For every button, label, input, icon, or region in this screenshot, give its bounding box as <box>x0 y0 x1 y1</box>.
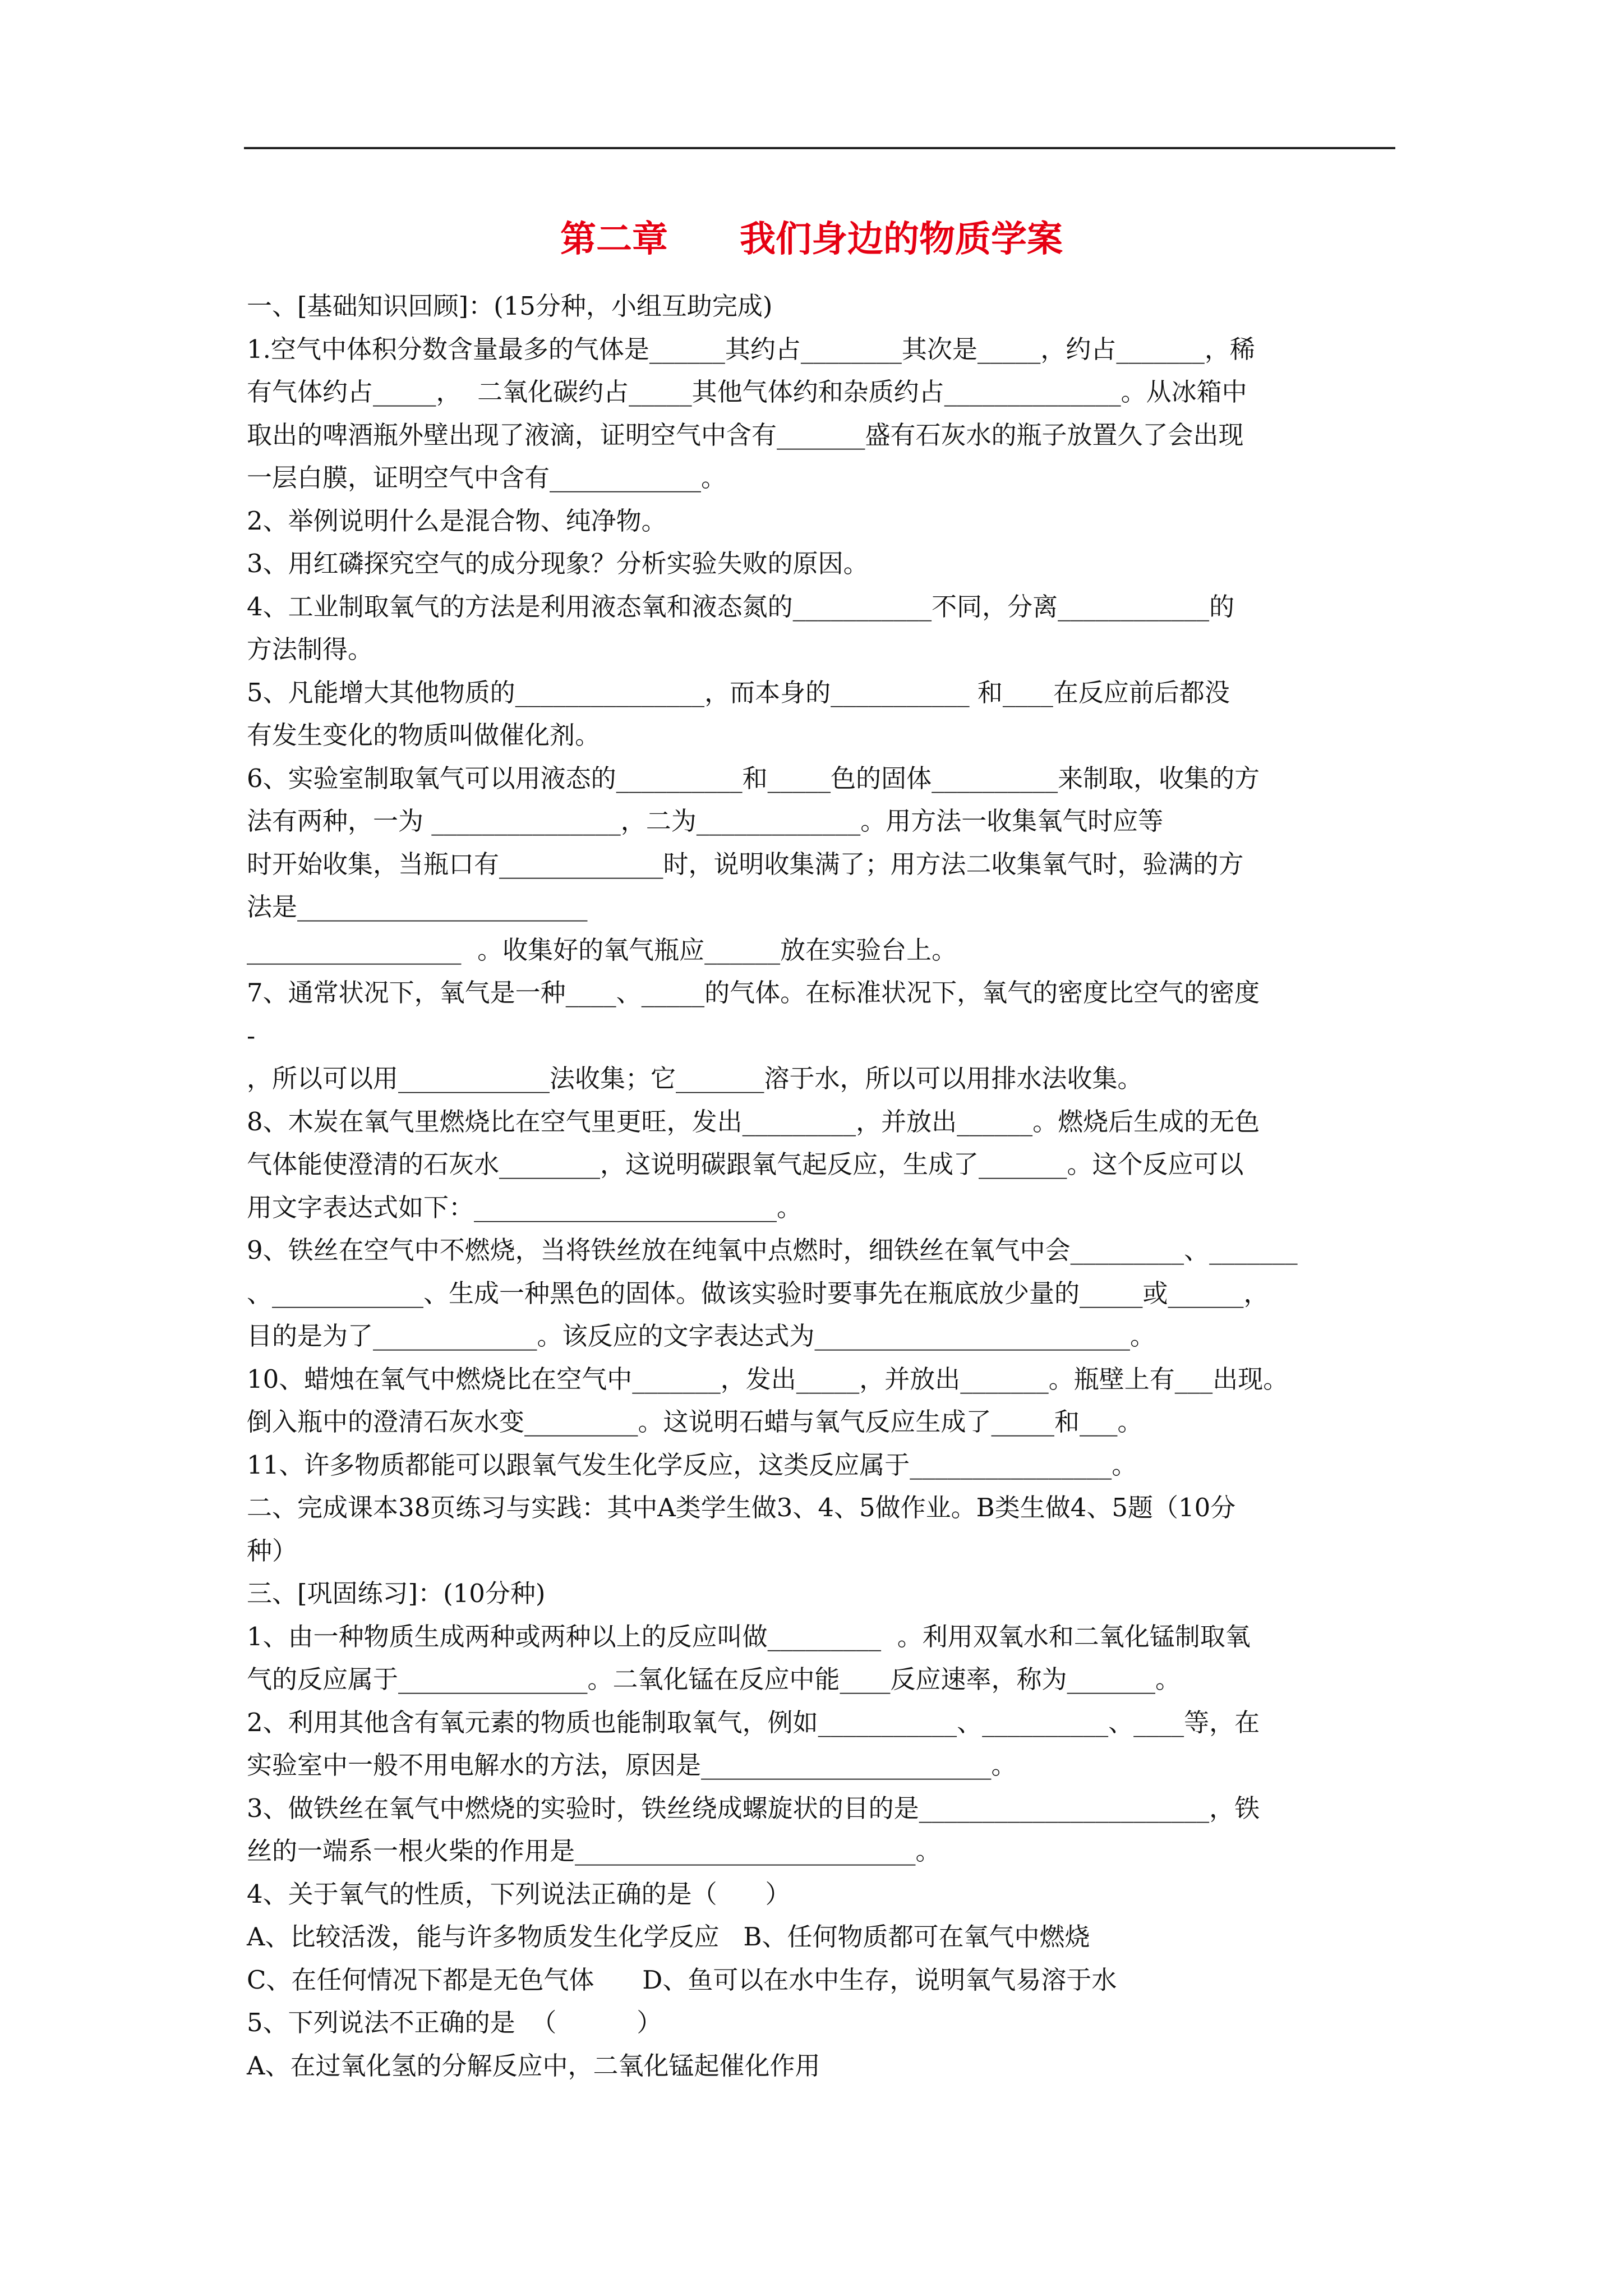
text-line: A、在过氧化氢的分解反应中，二氧化锰起催化作用 <box>247 2050 820 2081</box>
text-line: 丝的一端系一根火柴的作用是___________________________。 <box>247 1836 941 1866</box>
text-line: A、比较活泼，能与许多物质发生化学反应 B、任何物质都可在氧气中燃烧 <box>247 1922 1090 1952</box>
text-line: 一层白膜，证明空气中含有____________。 <box>247 463 727 493</box>
text-line: 、____________、生成一种黑色的固体。做该实验时要事先在瓶底放少量的_____或______， <box>247 1278 1269 1308</box>
text-line: 气的反应属于_______________。二氧化锰在反应中能____反应速率，称为_______。 <box>247 1664 1181 1694</box>
text-line: 4、关于氧气的性质，下列说法正确的是（ ） <box>247 1879 791 1909</box>
text-line: 目的是为了_____________。该反应的文字表达式为_________________________。 <box>247 1321 1156 1351</box>
text-line: 3、用红磷探究空气的成分现象？分析实验失败的原因。 <box>247 549 869 578</box>
text-line: 6、实验室制取氧气可以用液态的__________和_____色的固体__________来制取，收集的方 <box>247 763 1260 793</box>
text-line: 法有两种，一为 _______________，二为_____________。用方法一收集氧气时应等 <box>247 806 1164 836</box>
text-line: 三、[巩固练习]：(10分种) <box>247 1579 546 1608</box>
text-line: 时开始收集，当瓶口有_____________时，说明收集满了；用方法二收集氧气时，验满的方 <box>247 849 1244 879</box>
text-line: ，所以可以用____________法收集；它_______溶于水，所以可以用排水法收集。 <box>247 1064 1143 1093</box>
text-line: 一、[基础知识回顾]：(15分种，小组互助完成) <box>247 291 773 321</box>
text-line: C、在任何情况下都是无色气体 D、鱼可以在水中生存，说明氧气易溶于水 <box>247 1964 1117 1995</box>
text-line: - <box>247 1020 256 1051</box>
text-line: 方法制得。 <box>247 634 374 664</box>
text-line: 1.空气中体积分数含量最多的气体是______其约占________其次是_____，约占_______，稀 <box>247 334 1255 364</box>
text-line: _________________ 。收集好的氧气瓶应______放在实验台上。 <box>247 935 957 965</box>
text-line: 9、铁丝在空气中不燃烧，当将铁丝放在纯氧中点燃时，细铁丝在氧气中会_________、_______ <box>247 1235 1298 1265</box>
text-line: 法是_______________________ <box>247 892 588 922</box>
text-line: 有气体约占_____， 二氧化碳约占_____其他气体约和杂质约占______________。从冰箱中 <box>247 377 1247 407</box>
text-line: 二、完成课本38页练习与实践：其中A类学生做3、4、5做作业。B类生做4、5题（10分 <box>247 1493 1236 1522</box>
page-title: 第二章 我们身边的物质学案 <box>560 219 1063 260</box>
text-line: 7、通常状况下，氧气是一种____、_____的气体。在标准状况下，氧气的密度比空气的密度 <box>247 978 1260 1007</box>
text-line: 3、做铁丝在氧气中燃烧的实验时，铁丝绕成螺旋状的目的是_______________________，铁 <box>247 1793 1260 1823</box>
text-line: 倒入瓶中的澄清石灰水变_________。这说明石蜡与氧气反应生成了_____和___。 <box>247 1407 1143 1437</box>
text-line: 5、凡能增大其他物质的_______________，而本身的___________ 和____在反应前后都没 <box>247 677 1230 707</box>
text-line: 取出的啤酒瓶外壁出现了液滴，证明空气中含有_______盛有石灰水的瓶子放置久了会出现 <box>247 420 1244 450</box>
text-line: 气体能使澄清的石灰水________，这说明碳跟氧气起反应，生成了_______。这个反应可以 <box>247 1149 1244 1179</box>
text-line: 8、木炭在氧气里燃烧比在空气里更旺，发出_________，并放出______。燃烧后生成的无色 <box>247 1106 1260 1137</box>
text-line: 11、许多物质都能可以跟氧气发生化学反应，这类反应属于________________。 <box>247 1450 1137 1480</box>
text-line: 2、举例说明什么是混合物、纯净物。 <box>247 505 667 536</box>
text-line: 2、利用其他含有氧元素的物质也能制取氧气，例如___________、__________、____等，在 <box>247 1707 1260 1737</box>
text-line: 10、蜡烛在氧气中燃烧比在空气中_______，发出_____，并放出_______。瓶壁上有___出现。 <box>247 1364 1289 1394</box>
text-line: 种） <box>247 1535 298 1566</box>
text-line: 4、工业制取氧气的方法是利用液态氧和液态氮的___________不同，分离____________的 <box>247 591 1235 622</box>
text-line: 实验室中一般不用电解水的方法，原因是_______________________。 <box>247 1750 1017 1780</box>
text-line: 1、由一种物质生成两种或两种以上的反应叫做_________ 。利用双氧水和二氧化锰制取氧 <box>247 1621 1251 1651</box>
text-line: 有发生变化的物质叫做催化剂。 <box>247 720 601 750</box>
document-body <box>247 285 1447 2087</box>
text-line: 用文字表达式如下：________________________。 <box>247 1192 803 1222</box>
header-rule <box>244 147 1395 149</box>
text-line: 5、下列说法不正确的是 （ ） <box>247 2008 662 2037</box>
